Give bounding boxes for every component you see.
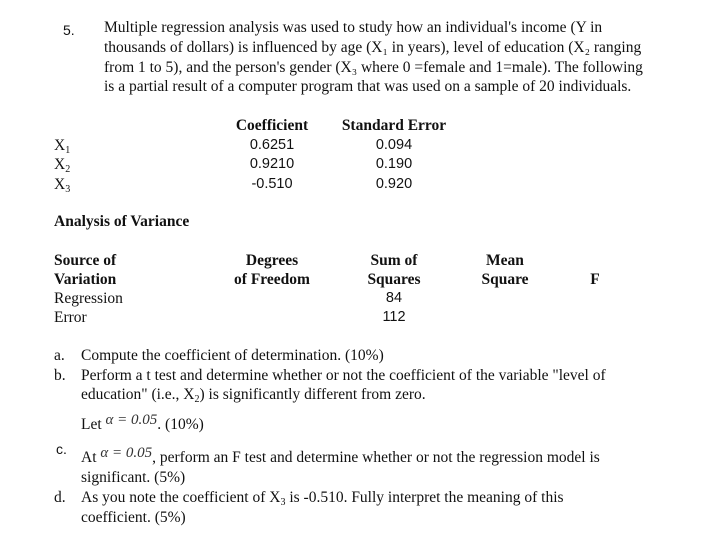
- anova-row-ss-regression: 84: [385, 290, 403, 306]
- question-c-label: c.: [56, 441, 67, 457]
- problem-text-line-2: thousands of dollars) is influenced by age (X₁ in years), level of education (X₂ ranging: [104, 39, 642, 56]
- anova-header-ms-line-1: Mean: [486, 252, 524, 269]
- problem-text-line-4: is a partial result of a computer program that was used on a sample of 20 individuals.: [104, 78, 632, 95]
- question-d-label: d.: [54, 489, 66, 506]
- coef-header-std-error: Standard Error: [341, 117, 447, 134]
- question-c-line-1: At α = 0.05, perform an F test and determine whether or not the regression model is: [81, 445, 600, 466]
- question-c-line-2: significant. (5%): [81, 469, 186, 486]
- anova-header-df-line-1: Degrees: [245, 252, 299, 269]
- anova-header-source-line-1: Source of: [54, 252, 117, 269]
- anova-header-ss-line-1: Sum of: [370, 252, 418, 269]
- anova-title: Analysis of Variance: [54, 213, 190, 230]
- coef-row-var-x2: $X_2$: [54, 156, 71, 175]
- anova-row-ss-error: 112: [382, 309, 406, 325]
- coef-row-coefficient-x2: 0.9210: [249, 156, 295, 172]
- anova-row-source-regression: Regression: [54, 290, 123, 307]
- anova-header-ms-line-2: Square: [481, 271, 529, 288]
- anova-row-source-error: Error: [54, 309, 87, 326]
- question-a-label: a.: [54, 347, 65, 364]
- alpha-expression: α = 0.05: [100, 445, 153, 461]
- question-b-let-line: Let α = 0.05. (10%): [81, 412, 204, 433]
- coef-row-var-x3: $X_3$: [54, 176, 71, 195]
- coef-header-coefficient: Coefficient: [235, 117, 309, 134]
- coef-row-var-x1: $X_1$: [54, 137, 71, 156]
- alpha-expression: α = 0.05: [105, 412, 158, 428]
- question-b-line-1: Perform a t test and determine whether or not the coefficient of the variable "level of: [81, 367, 606, 384]
- coef-row-coefficient-x3: -0.510: [251, 176, 293, 192]
- coef-row-coefficient-x1: 0.6251: [249, 137, 295, 153]
- problem-number: 5.: [63, 22, 75, 38]
- problem-text-line-3: from 1 to 5), and the person's gender (X₃ where 0 =female and 1=male). The following: [104, 59, 643, 76]
- coef-row-std-error-x3: 0.920: [375, 176, 413, 192]
- coef-row-std-error-x1: 0.094: [375, 137, 413, 153]
- question-d-line-1: As you note the coefficient of $X_3$ is -0.510. Fully interpret the meaning of this: [81, 489, 564, 508]
- anova-header-f: F: [590, 271, 600, 288]
- anova-header-ss-line-2: Squares: [367, 271, 421, 288]
- question-b-label: b.: [54, 367, 66, 384]
- coef-row-std-error-x2: 0.190: [375, 156, 413, 172]
- question-b-line-2: education" (i.e., $X_2$) is significantly different from zero.: [81, 386, 426, 405]
- question-d-line-2: coefficient. (5%): [81, 509, 186, 526]
- question-a-text: Compute the coefficient of determination. (10%): [81, 347, 384, 364]
- problem-text-line-1: Multiple regression analysis was used to study how an individual's income (Y in: [104, 19, 603, 36]
- anova-header-df-line-2: of Freedom: [234, 271, 310, 288]
- anova-header-source-line-2: Variation: [54, 271, 117, 288]
